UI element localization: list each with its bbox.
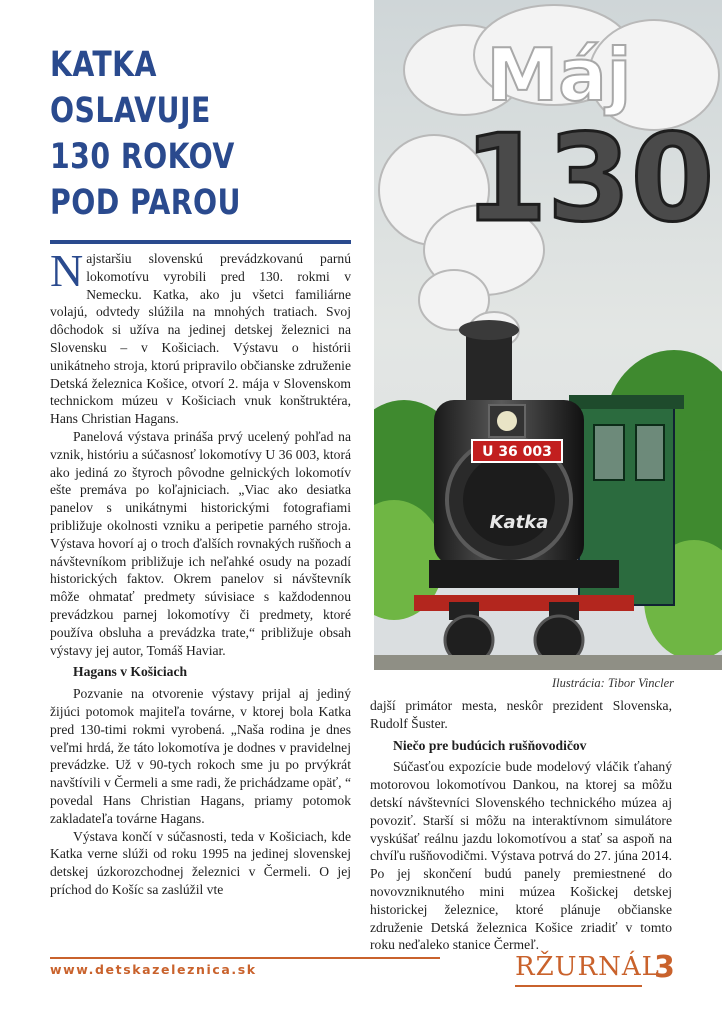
section-heading: Niečo pre budúcich rušňovodičov xyxy=(393,737,587,753)
lead-text: ajstaršiu slovenskú prevádzkovanú parnú lokomotívu vyrobili pred 130. rokmi v Nemecku. Katka, ako ju všetci familiárne volajú, odvtedy slúžila na mnohých tratiach. Svoj dôchodok si užíva na jedinej detskej železnici na Slovensku – v Košiciach. Výstavu o histórii unikátneho stroja, ktorú pripravilo občianske združenie Detská železnica Košice, otvorí 2. mája v Slovenskom technickom múzeu v Košiciach vnuk konštruktéra, Hans Christian Hagans. xyxy=(50,251,351,427)
title-line: POD PAROU xyxy=(50,183,242,223)
title-line: 130 ROKOV xyxy=(50,137,235,177)
lead-paragraph xyxy=(50,245,351,428)
body-paragraph: Pozvanie na otvorenie výstavy prijal aj jediný žijúci potomok majiteľa továrne, v ktorej bola Katka pred 130-timi rokmi vyrobená. „Naša rodina je dnes veľmi hrdá, že táto lokomotíva je dodnes v pravidelnej prevádzke. Už v 90-tych rokoch sme ju po prvýkrát navštívili v Čermeli a sme radi, že prichádzame opäť, “ povedal Hans Christian Hagans, priamy potomok zakladateľa továrne Hagans. xyxy=(50,686,351,826)
title-line: OSLAVUJE xyxy=(50,91,211,131)
body-paragraph-continued: dajší primátor mesta, neskôr prezident Slovenska, Rudolf Šuster. xyxy=(370,698,672,731)
smoke-top-text: Máj xyxy=(486,33,632,117)
illustration-caption: Ilustrácia: Tibor Vincler xyxy=(552,676,674,690)
article-title xyxy=(50,42,320,226)
body-paragraph: Súčasťou expozície bude modelový vláčik ťahaný motorovou lokomotívou Dankou, na ktorej sa môžu detskí návštevníci Slovenského technického múzea aj povoziť. Starší si môžu na interaktívnom simulátore vyskúšať reálnu jazdu lokomotívou a stať sa aspoň na chvíľu rušňovodičmi. Výstava potrvá do 27. júna 2014. Po jej skončení budú panely premiestnené do novovzniknutého mini múzea Košickej detskej historickej železnice, ktoré plánuje občianske združenie Detská železnica Košice zriadiť v tomto roku neďaleko stanice Čermeľ. xyxy=(370,759,672,953)
footer-website[interactable]: www.detskazeleznica.sk xyxy=(50,962,257,977)
number-plate: U 36 003 xyxy=(482,444,552,460)
locomotive-illustration xyxy=(374,0,722,670)
article-column-right xyxy=(370,697,672,954)
drop-cap: N xyxy=(50,245,84,296)
page-number: 3 xyxy=(654,950,675,985)
journal-logo-underline xyxy=(515,985,642,987)
body-paragraph: Výstava končí v súčasnosti, teda v Košiciach, kde Katka verne slúži od roku 1995 na jedinej slovenskej detskej úzkorozchodnej železnici v Čermeli. O jej príchod do Košíc sa zaslúžil vte xyxy=(50,828,351,897)
journal-logo: RŽURNÁL xyxy=(515,952,660,982)
smoke-number: 130 xyxy=(463,110,715,249)
article-column-left xyxy=(50,245,351,899)
title-line: KATKA xyxy=(50,45,157,85)
footer-divider xyxy=(50,957,440,959)
title-divider xyxy=(50,240,351,244)
section-heading: Hagans v Košiciach xyxy=(73,664,188,680)
body-paragraph: Panelová výstava prináša prvý ucelený pohľad na vznik, históriu a súčasnosť lokomotívy U 36 003, ktorá ako jediná zo štyroch pôvodne gelnických lokomotív ešte premáva po koľajniciach. „Viac ako desiatka panelov s unikátnymi historickými fotografiami približuje okolnosti vzniku a peripetie parného stroja. Výstava hovorí aj o troch ďalších rovnakých rušňoch a návštevníkom približuje ich neľahké osudy na pozadí historických faktov. Okrem panelov si návštevník môže ohmatať predmety súvisiace s každodennou prevádzkou parnej lokomotívy či predmety, ktoré používa obsluha a prevádzka trate,“ približuje obsah výstavy jej autor, Tomáš Haviar. xyxy=(50,428,351,658)
locomotive-name: Katka xyxy=(489,512,549,533)
